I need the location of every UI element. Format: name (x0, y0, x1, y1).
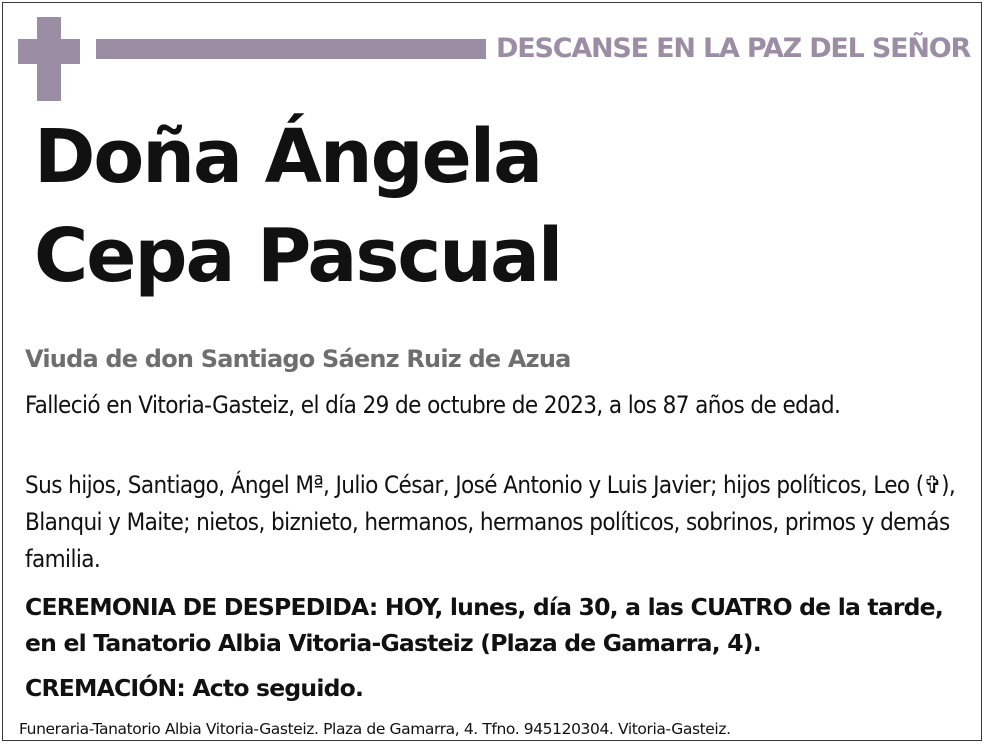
funeral-home-footer: Funeraria-Tanatorio Albia Vitoria-Gasteiz. Plaza de Gamarra, 4. Tfno. 945120304. Vitoria-Gasteiz. (19, 720, 731, 738)
ceremony-paragraph: CEREMONIA DE DESPEDIDA: HOY, lunes, día 30, a las CUATRO de la tarde, en el Tanatorio Albia Vitoria-Gasteiz (Plaza de Gamarra, 4). (25, 593, 943, 657)
family-paragraph: Sus hijos, Santiago, Ángel Mª, Julio César, José Antonio y Luis Javier; hijos políticos, Leo (✞), Blanqui y Maite; nietos, biznieto, hermanos, hermanos políticos, sobrinos, primos y demás familia. (25, 471, 956, 573)
widow-subtitle: Viuda de don Santiago Sáenz Ruiz de Azua (25, 345, 571, 373)
deceased-name-line2: Cepa Pascual (34, 213, 562, 299)
latin-cross-icon (18, 17, 80, 101)
header-title: DESCANSE EN LA PAZ DEL SEÑOR (496, 33, 971, 64)
death-paragraph: Falleció en Vitoria-Gasteiz, el día 29 de octubre de 2023, a los 87 años de edad. (25, 391, 841, 419)
deceased-name-line1: Doña Ángela (34, 114, 542, 200)
cremation-line: CREMACIÓN: Acto seguido. (25, 674, 364, 702)
header-bar (96, 39, 486, 59)
